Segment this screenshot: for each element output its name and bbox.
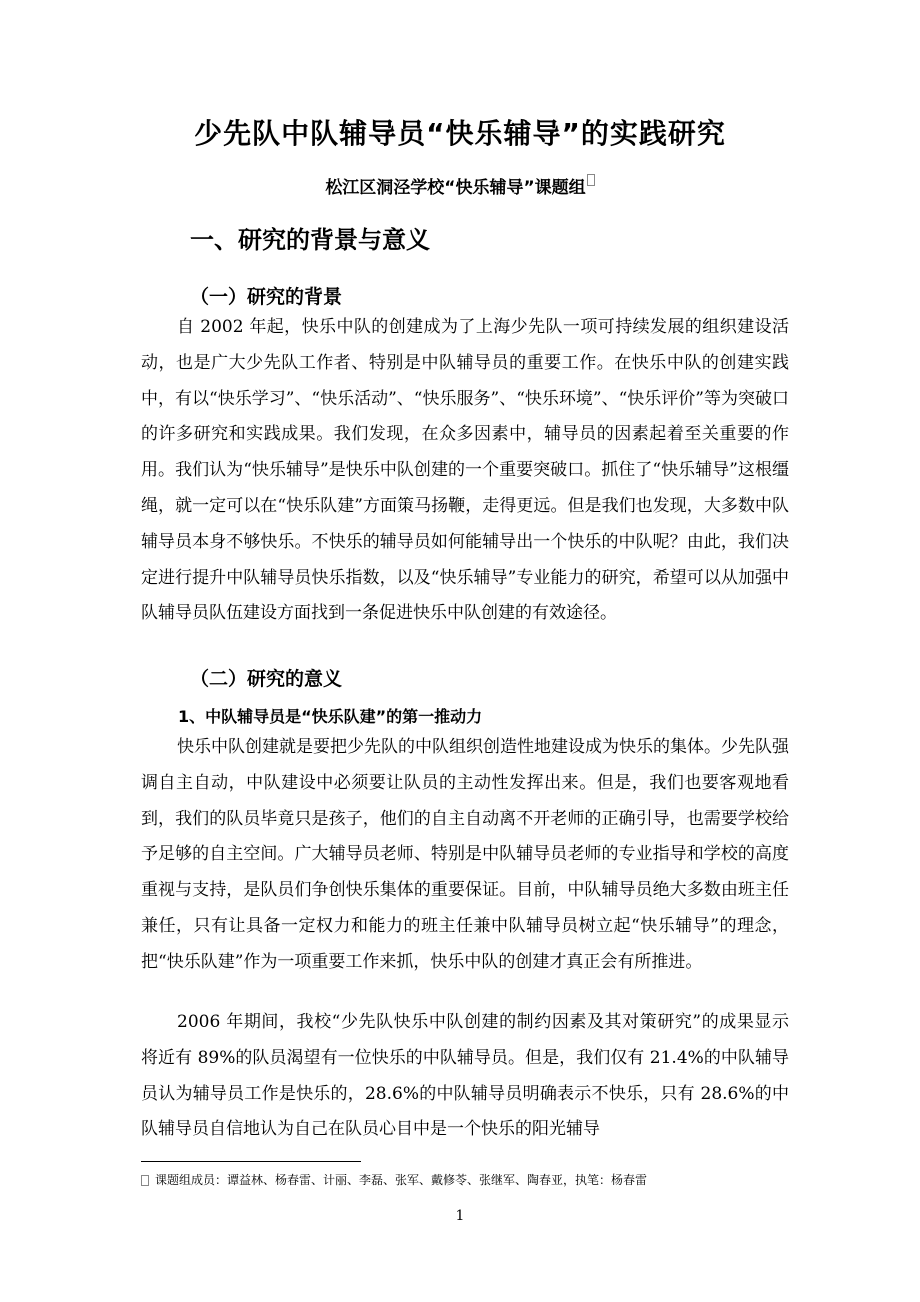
subsection-heading-significance: （二）研究的意义 bbox=[190, 668, 343, 690]
subtitle-text: 松江区洞泾学校“快乐辅导”课题组 bbox=[325, 178, 586, 198]
page-number: 1 bbox=[455, 1208, 465, 1224]
document-title: 少先队中队辅导员“快乐辅导”的实践研究 bbox=[194, 117, 726, 150]
paragraph-significance: 快乐中队创建就是要把少先队的中队组织创造性地建设成为快乐的集体。少先队强调自主自动，中队建设中必须要让队员的主动性发挥出来。但是，我们也要客观地看到，我们的队员毕竟只是孩子，他们的自主自动离不开老师的正确引导，也需要学校给予足够的自主空间。广大辅导员老师、特别是中队辅导员老师的专业指导和学校的高度重视与支持，是队员们争创快乐集体的重要保证。目前，中队辅导员绝大多数由班主任兼任，只有让具备一定权力和能力的班主任兼中队辅导员树立起“快乐辅导”的理念，把“快乐队建”作为一项重要工作来抓，快乐中队的创建才真正会有所推进。 bbox=[141, 737, 789, 972]
footnote bbox=[141, 1171, 647, 1188]
subsection-heading-background: （一）研究的背景 bbox=[190, 286, 343, 308]
paragraph-survey-results: 2006 年期间，我校“少先队快乐中队创建的制约因素及其对策研究”的成果显示 将近有 89%的队员渴望有一位快乐的中队辅导员。但是，我们仅有 21.4%的中队辅导员认为辅导员工作是快乐的，28.6%的中队辅导员明确表示不快乐，只有 28.6%的中队辅导员自信地认为自己在队员心目中是一个快乐的阳光辅导 bbox=[141, 1012, 789, 1140]
point-heading-1: 1、中队辅导员是“快乐队建”的第一推动力 bbox=[178, 707, 483, 726]
footnote-text: 课题组成员：谭益林、杨春雷、计丽、李磊、张军、戴修苓、张继军、陶春亚，执笔：杨春雷 bbox=[155, 1173, 648, 1187]
document-subtitle bbox=[0, 173, 920, 198]
footnote-divider bbox=[141, 1161, 361, 1162]
paragraph-background: 自 2002 年起，快乐中队的创建成为了上海少先队一项可持续发展的组织建设活动，也是广大少先队工作者、特别是中队辅导员的重要工作。在快乐中队的创建实践中，有以“快乐学习”、“快乐活动”、“快乐服务”、“快乐环境”、“快乐评价”等为突破口的许多研究和实践成果。我们发现，在众多因素中，辅导员的因素起着至关重要的作用。我们认为“快乐辅导”是快乐中队创建的一个重要突破口。抓住了“快乐辅导”这根缰绳，就一定可以在“快乐队建”方面策马扬鞭，走得更远。但是我们也发现，大多数中队辅导员本身不够快乐。不快乐的辅导员如何能辅导出一个快乐的中队呢？由此，我们决定进行提升中队辅导员快乐指数，以及“快乐辅导”专业能力的研究，希望可以从加强中队辅导员队伍建设方面找到一条促进快乐中队创建的有效途径。 bbox=[141, 317, 789, 624]
section-heading-1: 一、研究的背景与意义 bbox=[190, 226, 430, 254]
footnote-marker-icon bbox=[141, 1175, 149, 1186]
footnote-marker-icon[interactable] bbox=[587, 174, 595, 186]
